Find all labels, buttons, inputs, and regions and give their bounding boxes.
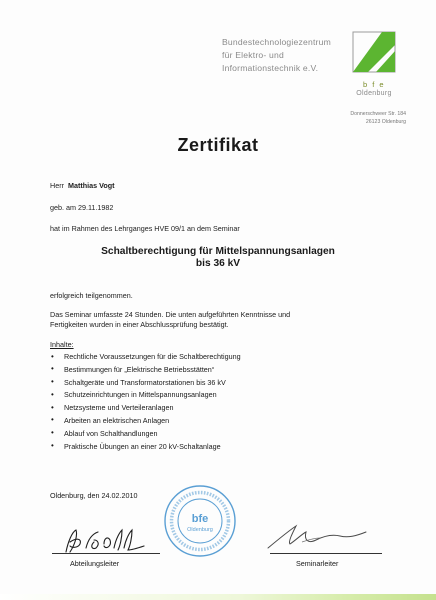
place-date: Oldenburg, den 24.02.2010 [50,491,138,500]
bullet-icon: • [51,364,54,374]
description-line-2: Fertigkeiten wurden in einer Abschlussprüfung bestätigt. [50,319,229,329]
list-item: • Schutzeinrichtungen in Mittelspannungsanlagen [51,389,217,400]
organisation-name [222,36,362,75]
stamp-city-text: Oldenburg [187,527,213,533]
org-line-3: Informationstechnik e.V. [222,63,319,73]
list-item: • Ablauf von Schalthandlungen [51,428,158,438]
logo-caption [348,80,400,98]
bullet-icon: • [51,351,54,361]
stamp-icon [163,484,237,558]
footer-gradient-bar [0,594,436,600]
label-abteilungsleiter: Abteilungsleiter [70,559,120,568]
stamp-center-text: bfe [191,513,209,525]
course-context: hat im Rahmen des Lehrganges HVE 09/1 an dem Seminar [50,224,240,233]
list-item: • Praktische Übungen an einer 20 kV-Schaltanlage [51,441,221,451]
recipient-line [50,181,115,190]
org-line-1: Bundestechnologiezentrum [222,37,331,47]
bullet-icon: • [51,428,54,438]
seminar-description [50,310,310,329]
bullet-icon: • [51,377,54,387]
bullet-icon: • [51,402,54,412]
signature-left-icon [58,526,158,556]
course-title-line-2: bis 36 kV [195,258,241,269]
logo-letters: b f e [362,80,386,89]
certificate-title: Zertifikat [177,135,259,155]
address [326,110,406,126]
course-title-line-1: Schaltberechtigung für Mittelspannungsanlagen [101,246,335,257]
list-item: • Arbeiten an elektrischen Anlagen [51,415,170,425]
label-seminarleiter: Seminarleiter [296,559,339,568]
bullet-icon: • [51,415,54,425]
logo-city: Oldenburg [356,90,392,97]
signature-line-right [270,553,382,554]
participation-text: erfolgreich teilgenommen. [50,291,133,300]
list-item: • Bestimmungen für „Elektrische Betriebsstätten“ [51,364,215,374]
list-item: • Netzsysteme und Verteileranlagen [51,402,174,413]
list-item: • Rechtliche Voraussetzungen für die Schaltberechtigung [51,351,241,361]
address-street: Donnerschweer Str. 184 [350,111,406,117]
contents-list [50,352,241,454]
recipient-name: Matthias Vogt [67,181,115,190]
description-line-1: Das Seminar umfasste 24 Stunden. Die unten aufgeführten Kenntnisse und [50,310,291,319]
signature-line-left [52,553,160,554]
salutation: Herr [50,181,64,190]
bullet-icon: • [51,389,54,399]
address-city: 26123 Oldenburg [365,119,406,125]
birth-date: geb. am 29.11.1982 [50,203,114,212]
course-title [0,246,436,270]
bullet-icon: • [51,441,54,451]
org-line-2: für Elektro- und [222,50,284,60]
bfe-logo-icon [352,31,396,73]
list-item: • Schaltgeräte und Transformatorstationen bis 36 kV [51,377,226,387]
signature-right-icon [262,520,372,554]
contents-heading: Inhalte: [50,340,74,349]
